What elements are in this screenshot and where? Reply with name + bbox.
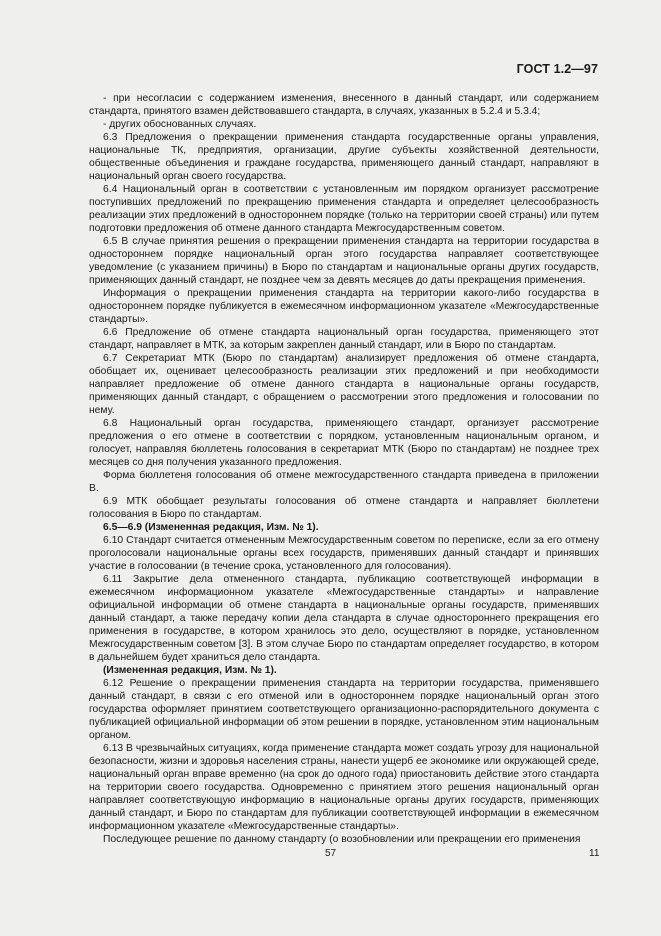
- paragraph: Последующее решение по данному стандарту (о возобновлении или прекращении его применения: [103, 834, 581, 845]
- paragraph: 6.9 МТК обобщает результаты голосования об отмене стандарта и направляет бюллетени голосования в Бюро по стандартам.: [89, 496, 599, 520]
- paragraph: 6.13 В чрезвычайных ситуациях, когда применение стандарта может создать угрозу для национальной безопасности, жизни и здоровья населения страны, нанести ущерб ее экономике или окружающей среде, национальный орган вправе временно (на срок до одного года) приостановить действие этого стандарта на территории своего государства. Одновременно с принятием этого решения национальный орган направляет соответствующую информацию в национальные органы других государств, применяющих данный стандарт, и Бюро по стандартам для публикации соответствующей информации в ежемесячном информационном указателе «Межгосударственные стандарты».: [89, 743, 599, 832]
- paragraph: 6.5 В случае принятия решения о прекращении применения стандарта на территории государства в одностороннем порядке национальный орган этого государства направляет соответствующее уведомление (с указанием причины) в Бюро по стандартам и национальные органы других государств, применяющих данный стандарт, не позднее чем за девять месяцев до даты прекращения применения.: [89, 236, 599, 286]
- paragraph: - при несогласии с содержанием изменения, внесенного в данный стандарт, или содержанием стандарта, принятого взамен действовавшего стандарта, в случаях, указанных в 5.2.4 и 5.3.4;: [89, 93, 599, 117]
- paragraph: Форма бюллетеня голосования об отмене межгосударственного стандарта приведена в приложении В.: [89, 470, 599, 494]
- paragraph: 6.8 Национальный орган государства, применяющего стандарт, организует рассмотрение предложения о его отмене в соответствии с порядком, установленным национальным органом, и голосует, направляя бюллетень голосования в секретариат МТК (Бюро по стандартам) не позднее трех месяцев со дня получения указанного предложения.: [89, 418, 599, 468]
- paragraph: 6.6 Предложение об отмене стандарта национальный орган государства, применяющего этот стандарт, направляет в МТК, за которым закреплен данный стандарт, или в Бюро по стандартам.: [89, 327, 599, 351]
- paragraph: 6.10 Стандарт считается отмененным Межгосударственным советом по переписке, если за его отмену проголосовали национальные органы всех государств, применявших данный стандарт и принявших участие в голосовании (в течение срока, установленного для голосования).: [89, 535, 599, 572]
- paragraph: 6.11 Закрытие дела отмененного стандарта, публикацию соответствующей информации в ежемесячном информационном указателе «Межгосударственные стандарты» и направление официальной информации об отмене стандарта в национальные органы государств, применявших данный стандарт, а также передачу копии дела стандарта в случае одностороннего прекращения его применения в государстве, в котором хранилось это дело, осуществляют в порядке, установленном Межгосударственным советом [3]. В этом случае Бюро по стандартам определяет государство, в котором в дальнейшем будет храниться дело стандарта.: [89, 574, 599, 663]
- paragraph: 6.12 Решение о прекращении применения стандарта на территории государства, применявшего данный стандарт, в связи с его отменой или в одностороннем порядке национальный орган этого государства оформляет принятием соответствующего организационно-распорядительного документа с публикацией официальной информации об этом решении в порядке, установленном этим национальным органом.: [89, 678, 599, 741]
- page-number-right: 11: [589, 848, 600, 859]
- paragraph: 6.3 Предложения о прекращении применения стандарта государственные органы управления, национальные ТК, предприятия, организации, другие субъекты хозяйственной деятельности, общественные объединения и граждане государства, применяющего данный стандарт, направляют в национальный орган своего государства.: [89, 132, 599, 182]
- document-body: [89, 92, 599, 846]
- page-number-left: 57: [325, 848, 337, 859]
- change-note: (Измененная редакция, Изм. № 1).: [103, 665, 277, 676]
- paragraph: 6.7 Секретариат МТК (Бюро по стандартам) анализирует предложения об отмене стандарта, обобщает их, оценивает целесообразность реализации этих предложений и при необходимости направляет предложение об отмене данного стандарта в национальные органы государств, применяющих данный стандарт, с обращением о рассмотрении этого предложения и голосовании по нему.: [89, 353, 599, 416]
- change-note: 6.5—6.9 (Измененная редакция, Изм. № 1).: [103, 522, 319, 533]
- paragraph: Информация о прекращении применения стандарта на территории какого-либо государства в одностороннем порядке публикуется в ежемесячном информационном указателе «Межгосударственные стандарты».: [89, 288, 599, 325]
- paragraph: - других обоснованных случаях.: [103, 119, 257, 130]
- paragraph: 6.4 Национальный орган в соответствии с установленным им порядком организует рассмотрение поступивших предложений по прекращению применения стандарта и определяет целесообразность реализации этих предложений в одностороннем порядке (только на территории своей страны) или путем подготовки предложения об отмене данного стандарта Межгосударственным советом.: [89, 184, 599, 234]
- standard-header: ГОСТ 1.2—97: [516, 62, 598, 76]
